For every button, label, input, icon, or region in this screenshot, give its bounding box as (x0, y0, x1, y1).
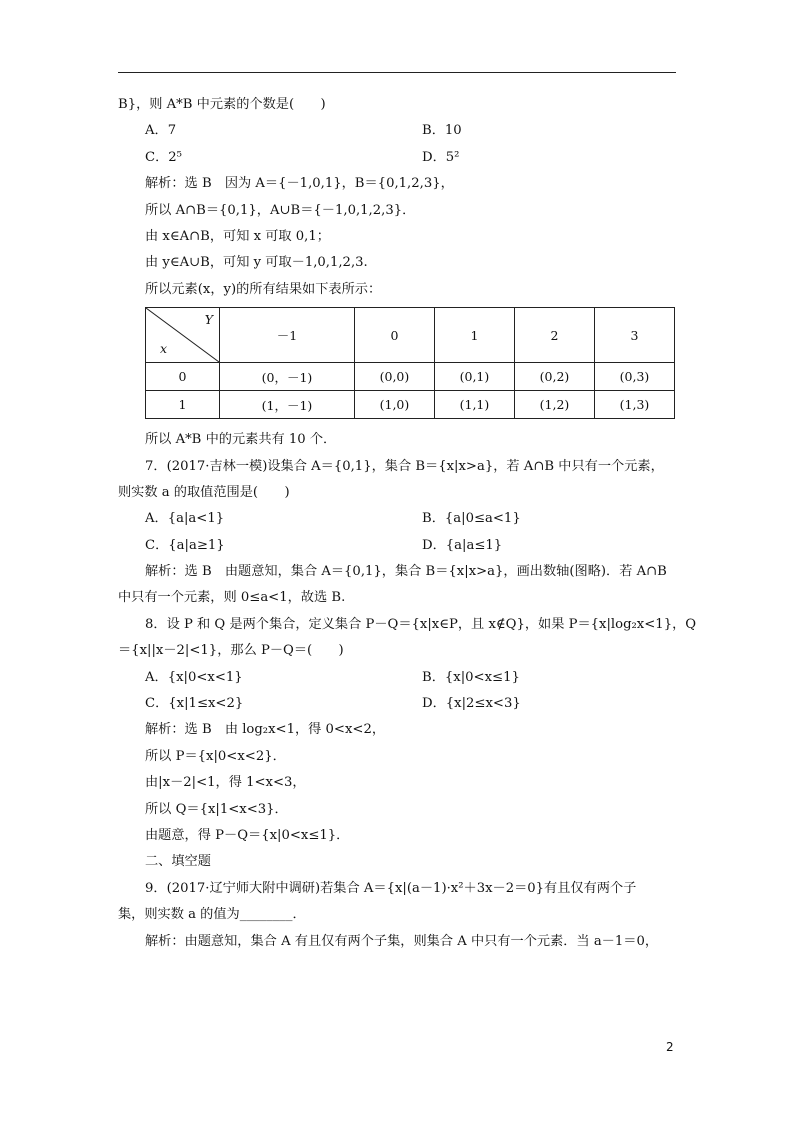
table-cell: (0,0) (354, 363, 434, 391)
option-c: C．{x|1≤x<2} (145, 696, 244, 712)
section-heading: 二、填空题 (145, 854, 211, 870)
table-header-cell: 2 (514, 308, 594, 363)
table-cell: (1,0) (354, 391, 434, 419)
option-a: A．7 (145, 123, 177, 139)
question-7-stem: 则实数 a 的取值范围是( ) (118, 484, 290, 500)
q6-options-row (118, 118, 676, 144)
solution-line: 由 x∈A∩B，可知 x 可取 0,1； (145, 228, 330, 244)
question-9-stem: 集，则实数 a 的值为________． (118, 907, 306, 923)
table-cell: (1,3) (594, 391, 674, 419)
q7-options-row (118, 506, 676, 532)
option-c: C．{a|a≥1} (145, 537, 225, 553)
solution-line: 解析：选 B 由 log₂x<1，得 0<x<2， (145, 722, 386, 738)
table-header-row (146, 308, 675, 363)
page-number: 2 (666, 1040, 674, 1054)
option-b: B．{x|0<x≤1} (422, 669, 520, 685)
solution-line: 由 y∈A∪B，可知 y 可取－1,0,1,2,3. (145, 255, 368, 271)
question-9-stem: 9．(2017·辽宁师大附中调研)若集合 A＝{x|(a－1)·x²＋3x－2＝0}有且仅有两个子 (145, 880, 637, 896)
option-a: A．{a|a<1} (145, 511, 225, 527)
table-header-cell: －1 (220, 308, 355, 363)
question-8-stem: ＝{x||x－2|<1}，那么 P－Q＝( ) (118, 643, 344, 659)
solution-line: 解析：由题意知，集合 A 有且仅有两个子集，则集合 A 中只有一个元素．当 a－1＝0， (145, 933, 659, 949)
header-rule (118, 72, 676, 73)
corner-x-label: x (160, 341, 168, 357)
option-b: B．{a|0≤a<1} (422, 511, 521, 527)
solution-line: 解析：选 B 因为 A＝{－1,0,1}，B＝{0,1,2,3}， (145, 176, 454, 192)
table-header-cell: 0 (354, 308, 434, 363)
text-line: B}，则 A*B 中元素的个数是( ) (118, 97, 326, 112)
q8-options-row (118, 691, 676, 717)
q8-options-row (118, 665, 676, 691)
option-d: D．{x|2≤x<3} (422, 696, 521, 712)
table-cell: (0,2) (514, 363, 594, 391)
table-cell: (0，－1) (220, 363, 355, 391)
q6-options-row (118, 145, 676, 171)
table-row (146, 391, 675, 419)
conclusion-line: 所以 A*B 中的元素共有 10 个． (145, 432, 337, 448)
solution-line: 所以元素(x，y)的所有结果如下表所示： (145, 281, 382, 297)
solution-line: 所以 Q＝{x|1<x<3}． (145, 801, 288, 817)
option-d: D．5² (422, 149, 460, 165)
table-corner-cell (146, 308, 220, 363)
table-cell: (0,3) (594, 363, 674, 391)
q7-options-row (118, 533, 676, 559)
option-b: B．10 (422, 123, 462, 139)
page-content (118, 92, 697, 955)
solution-line: 所以 P＝{x|0<x<2}． (145, 748, 286, 764)
solution-line: 由题意，得 P－Q＝{x|0<x≤1}． (145, 827, 350, 843)
table-cell: (1,1) (434, 391, 514, 419)
table-row-label: 0 (146, 363, 220, 391)
solution-line: 由|x－2|<1，得 1<x<3， (145, 775, 306, 791)
option-a: A．{x|0<x<1} (145, 669, 243, 685)
table-cell: (1，－1) (220, 391, 355, 419)
solution-line: 解析：选 B 由题意知，集合 A＝{0,1}，集合 B＝{x|x>a}，画出数轴(图略)．若 A∩B (145, 564, 667, 580)
question-7-stem: 7．(2017·吉林一模)设集合 A＝{0,1}，集合 B＝{x|x>a}，若 A∩B 中只有一个元素， (145, 458, 664, 474)
table-header-cell: 3 (594, 308, 674, 363)
result-table (145, 307, 675, 419)
question-8-stem: 8．设 P 和 Q 是两个集合，定义集合 P－Q＝{x|x∈P，且 x∉Q}，如果 P＝{x|log₂x<1}，Q (145, 616, 697, 632)
table-row (146, 363, 675, 391)
table-row-label: 1 (146, 391, 220, 419)
table-cell: (1,2) (514, 391, 594, 419)
corner-y-label: Y (204, 312, 213, 328)
option-d: D．{a|a≤1} (422, 537, 503, 553)
solution-line: 中只有一个元素，则 0≤a<1，故选 B. (118, 590, 346, 606)
option-c: C．2⁵ (145, 149, 182, 165)
solution-line: 所以 A∩B＝{0,1}，A∪B＝{－1,0,1,2,3}． (145, 202, 416, 218)
table-cell: (0,1) (434, 363, 514, 391)
spacer (118, 419, 676, 427)
table-header-cell: 1 (434, 308, 514, 363)
